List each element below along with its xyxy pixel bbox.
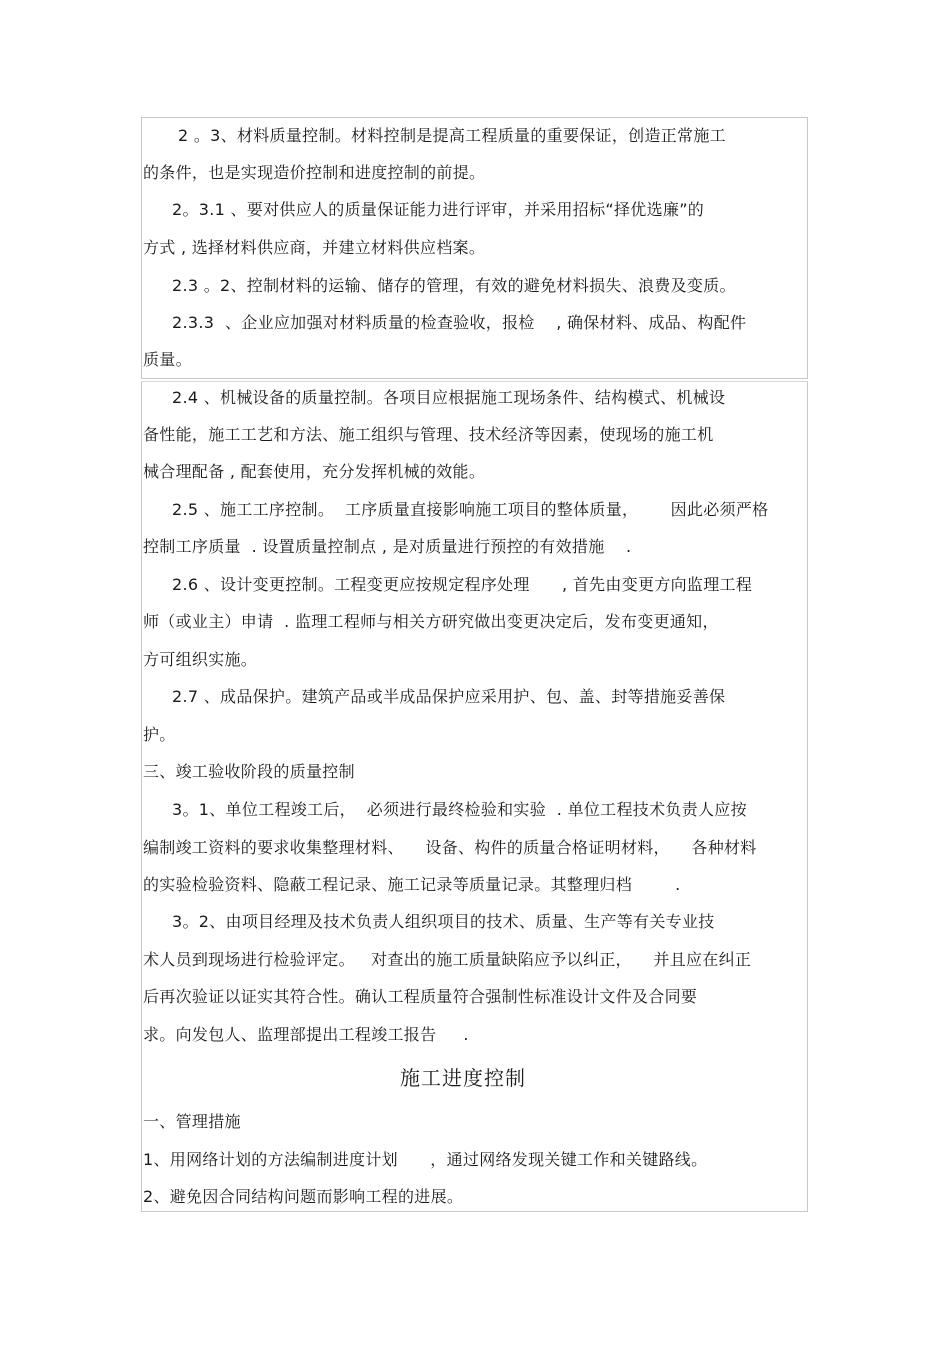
paragraph-line: 求。向发包人、监理部提出工程竣工报告 .	[143, 1025, 469, 1044]
paragraph-line: 控制工序质量 . 设置质量控制点 , 是对质量进行预控的有效措施 .	[143, 537, 632, 556]
section-heading: 一、管理措施	[143, 1112, 241, 1131]
paragraph-line: 的条件，也是实现造价控制和进度控制的前提。	[143, 163, 486, 182]
paragraph-line: 质量。	[143, 350, 192, 369]
paragraph-line: 方式 , 选择材料供应商，并建立材料供应档案。	[143, 238, 486, 257]
paragraph-line: 2.3 。2、控制材料的运输、储存的管理，有效的避免材料损失、浪费及变质。	[172, 276, 736, 295]
paragraph-line: 备性能，施工工艺和方法、施工组织与管理、技术经济等因素，使现场的施工机	[143, 425, 714, 444]
paragraph-line: 3。2、由项目经理及技术负责人组织项目的技术、质量、生产等有关专业技	[172, 912, 715, 931]
schedule-title: 施工进度控制	[400, 1066, 526, 1090]
paragraph-line: 2.4 、机械设备的质量控制。各项目应根据施工现场条件、结构模式、机械设	[172, 388, 726, 407]
paragraph-line: 3。1、单位工程竣工后， 必须进行最终检验和实验 . 单位工程技术负责人应按	[172, 800, 747, 819]
paragraph-line: 2 。3、材料质量控制。材料控制是提高工程质量的重要保证，创造正常施工	[178, 126, 726, 145]
paragraph-line: 术人员到现场进行检验评定。 对查出的施工质量缺陷应予以纠正， 并且应在纠正	[143, 950, 752, 969]
paragraph-line: 2.6 、设计变更控制。工程变更应按规定程序处理 , 首先由变更方向监理工程	[172, 575, 753, 594]
paragraph-line: 2.7 、成品保护。建筑产品或半成品保护应采用护、包、盖、封等措施妥善保	[172, 687, 726, 706]
paragraph-line: 方可组织实施。	[143, 650, 258, 669]
paragraph-line: 2。3.1 、要对供应人的质量保证能力进行评审，并采用招标“择优选廉”的	[172, 200, 705, 219]
paragraph-line: 2.5 、施工工序控制。 工序质量直接影响施工项目的整体质量， 因此必须严格	[172, 500, 769, 519]
paragraph-line: 2、避免因合同结构问题而影响工程的进展。	[143, 1187, 464, 1206]
paragraph-line: 编制竣工资料的要求收集整理材料、 设备、构件的质量合格证明材料， 各种材料	[143, 838, 757, 857]
paragraph-line: 护。	[143, 725, 176, 744]
paragraph-line: 2.3.3 、企业应加强对材料质量的检查验收，报检 , 确保材料、成品、构配件	[172, 313, 747, 332]
section-heading: 三、竣工验收阶段的质量控制	[143, 762, 355, 781]
paragraph-line: 的实验检验资料、隐蔽工程记录、施工记录等质量记录。其整理归档 .	[143, 875, 681, 894]
paragraph-line: 师（或业主）申请 . 监理工程师与相关方研究做出变更决定后，发布变更通知，	[143, 612, 719, 631]
paragraph-line: 械合理配备 , 配套使用，充分发挥机械的效能。	[143, 462, 486, 481]
paragraph-line: 后再次验证以证实其符合性。确认工程质量符合强制性标准设计文件及合同要	[143, 987, 698, 1006]
paragraph-line: 1、用网络计划的方法编制进度计划 ，通过网络发现关键工作和关键路线。	[143, 1150, 708, 1169]
